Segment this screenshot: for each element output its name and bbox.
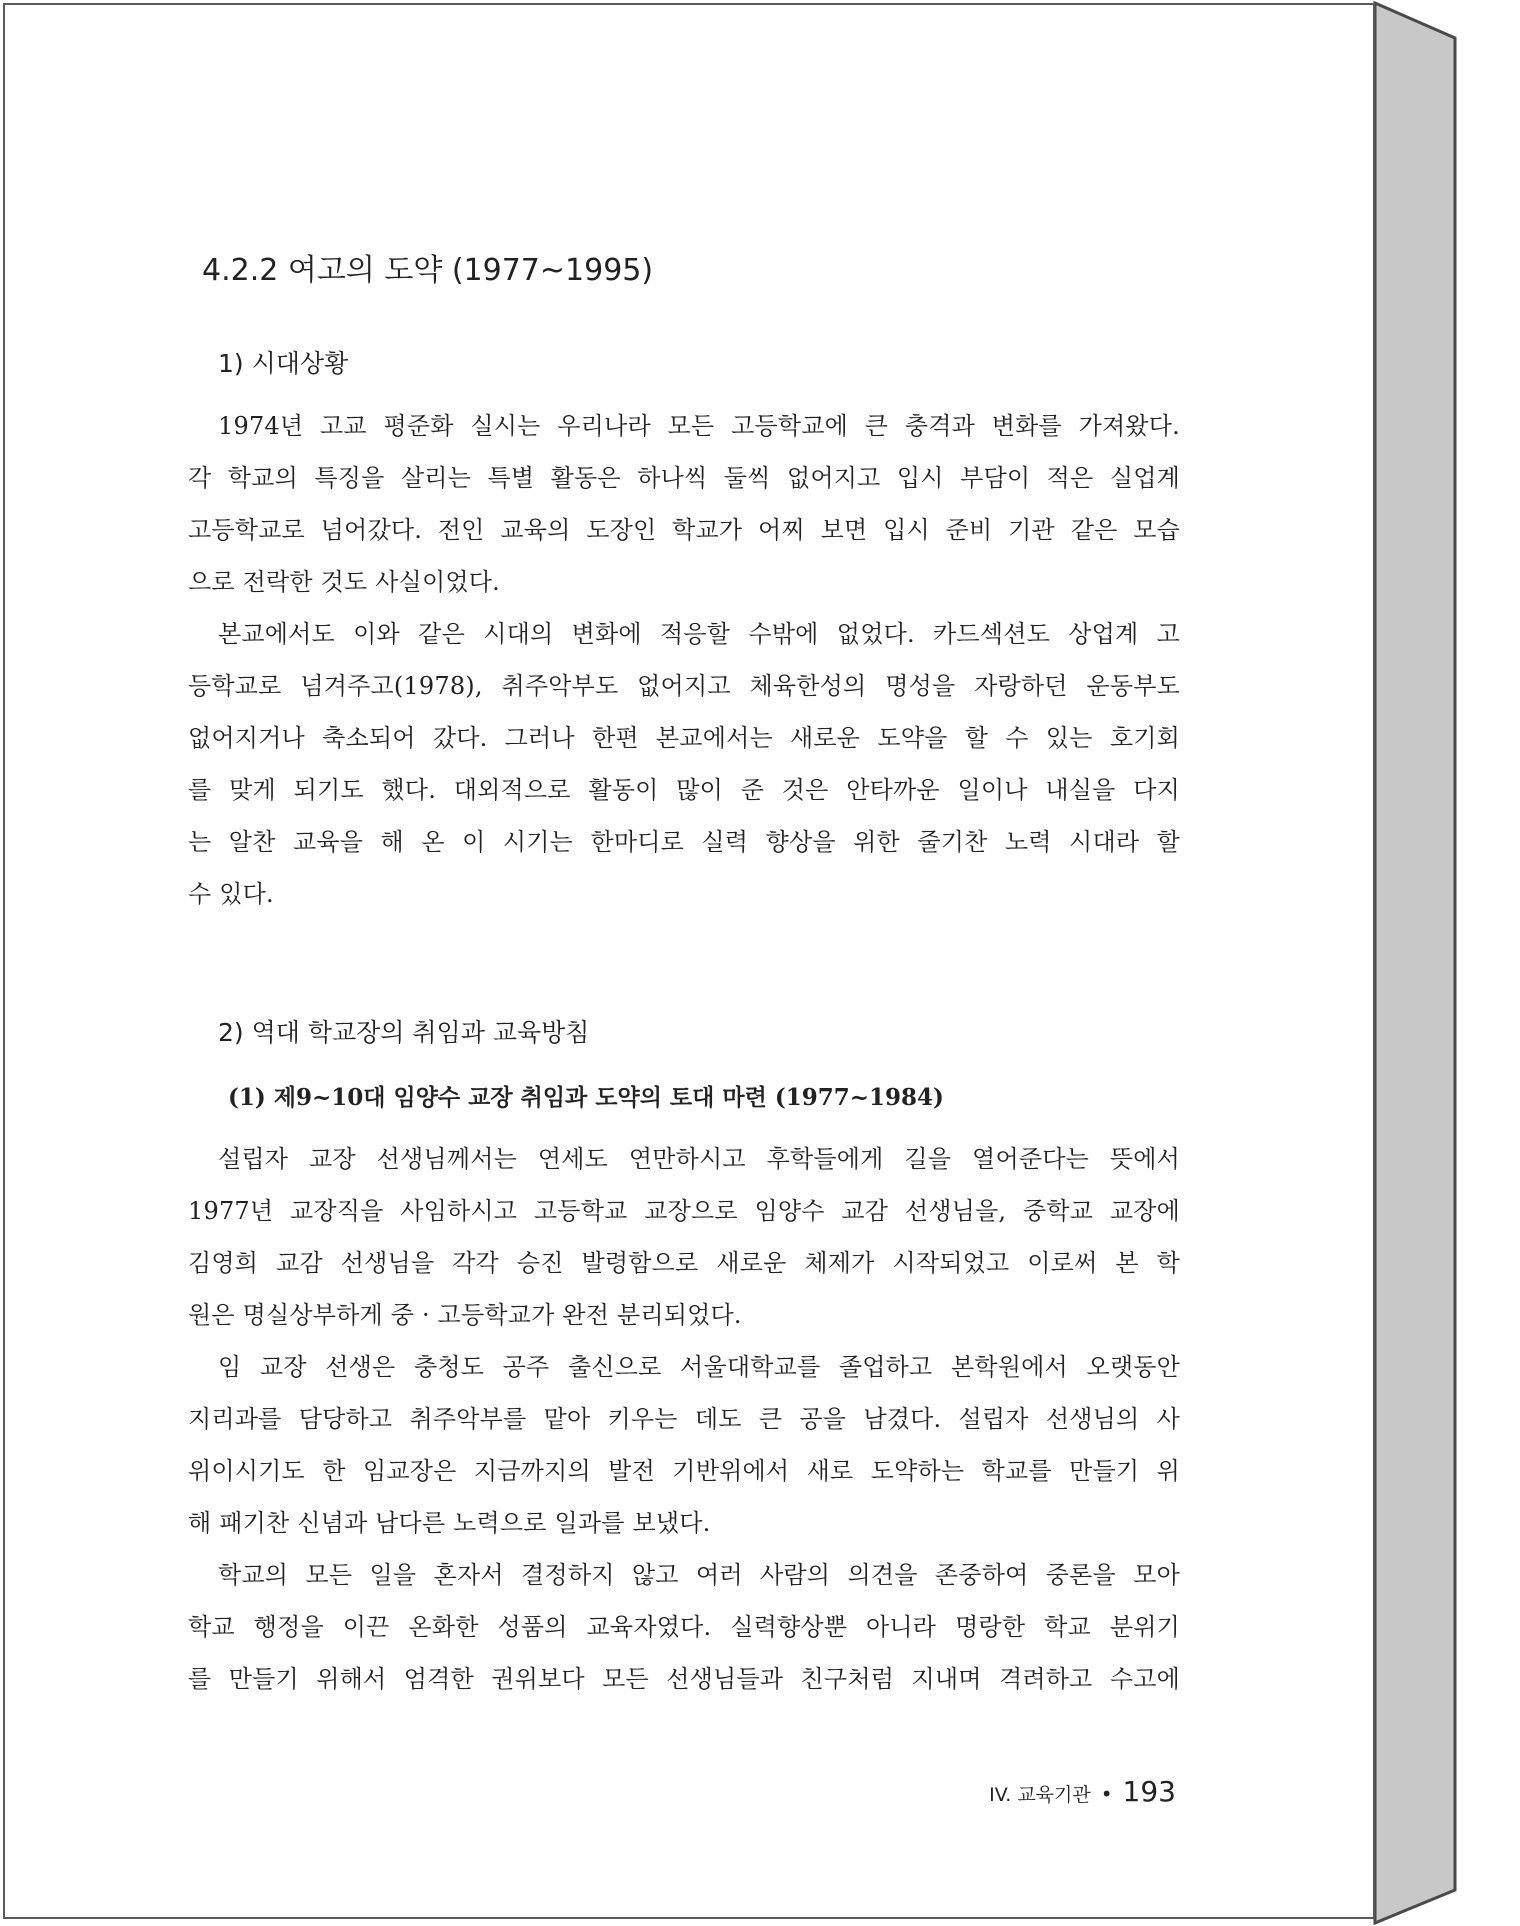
paragraph-line: 1974년 고교 평준화 실시는 우리나라 모든 고등학교에 큰 충격과 변화를 가져왔다.	[218, 412, 1180, 440]
footer-bullet-icon: •	[1100, 1782, 1113, 1806]
paragraph-line: 위이시기도 한 임교장은 지금까지의 발전 기반위에서 새로 도약하는 학교를 만들기 위	[188, 1457, 1180, 1485]
paragraph-line: 해 패기찬 신념과 남다른 노력으로 일과를 보냈다.	[188, 1509, 711, 1537]
paragraph-line: 원은 명실상부하게 중 · 고등학교가 완전 분리되었다.	[188, 1301, 742, 1329]
paragraph-line: 없어지거나 축소되어 갔다. 그러나 한편 본교에서는 새로운 도약을 할 수 있는 호기회	[188, 724, 1180, 752]
paragraph-line: 수 있다.	[188, 880, 274, 908]
page-footer	[989, 1775, 1176, 1808]
paragraph-principal-2	[188, 1341, 1180, 1549]
paragraph-line: 각 학교의 특징을 살리는 특별 활동은 하나씩 둘씩 없어지고 입시 부담이 적은 실업계	[188, 464, 1180, 492]
paragraph-line: 김영희 교감 선생님을 각각 승진 발령함으로 새로운 체제가 시작되었고 이로써 본 학	[188, 1249, 1180, 1277]
subsection-title-era: 1) 시대상황	[218, 349, 349, 378]
paragraph-line: 학교의 모든 일을 혼자서 결정하지 않고 여러 사람의 의견을 존중하여 중론을 모아	[218, 1561, 1180, 1589]
paragraph-line: 를 맞게 되기도 했다. 대외적으로 활동이 많이 준 것은 안타까운 일이나 내실을 다지	[188, 776, 1180, 804]
paragraph-line: 1977년 교장직을 사임하시고 고등학교 교장으로 임양수 교감 선생님을, 중학교 교장에	[188, 1197, 1180, 1225]
paragraph-line: 학교 행정을 이끈 온화한 성품의 교육자였다. 실력향상뿐 아니라 명랑한 학교 분위기	[188, 1613, 1180, 1641]
paragraph-line: 지리과를 담당하고 취주악부를 맡아 키우는 데도 큰 공을 남겼다. 설립자 선생님의 사	[188, 1405, 1180, 1433]
paragraph-line: 등학교로 넘겨주고(1978), 취주악부도 없어지고 체육한성의 명성을 자랑하던 운동부도	[188, 672, 1180, 700]
paragraph-line: 설립자 교장 선생님께서는 연세도 연만하시고 후학들에게 길을 열어준다는 뜻에서	[218, 1145, 1180, 1173]
paragraph-era-2	[188, 608, 1180, 920]
paragraph-line: 본교에서도 이와 같은 시대의 변화에 적응할 수밖에 없었다. 카드섹션도 상업계 고	[218, 620, 1180, 648]
paragraph-principal-3	[188, 1549, 1180, 1705]
paragraph-era-1	[188, 400, 1180, 608]
paragraph-line: 고등학교로 넘어갔다. 전인 교육의 도장인 학교가 어찌 보면 입시 준비 기관 같은 모습	[188, 516, 1180, 544]
paragraph-line: 으로 전락한 것도 사실이었다.	[188, 568, 500, 596]
paragraph-line: 임 교장 선생은 충청도 공주 출신으로 서울대학교를 졸업하고 본학원에서 오랫동안	[218, 1353, 1180, 1381]
subsection-title-principals: 2) 역대 학교장의 취임과 교육방침	[218, 1018, 590, 1047]
paragraph-line: 는 알찬 교육을 해 온 이 시기는 한마디로 실력 향상을 위한 줄기찬 노력 시대라 할	[188, 828, 1180, 856]
paragraph-line: 를 만들기 위해서 엄격한 권위보다 모든 선생님들과 친구처럼 지내며 격려하고 수고에	[188, 1665, 1180, 1693]
page-number: 193	[1122, 1775, 1176, 1808]
footer-chapter-label: IV. 교육기관	[989, 1784, 1091, 1806]
paragraph-principal-1	[188, 1133, 1180, 1341]
book-page	[3, 3, 1375, 1919]
subsubsection-title-principal-9-10: (1) 제9~10대 임양수 교장 취임과 도약의 토대 마련 (1977~1984)	[228, 1084, 944, 1111]
section-title: 4.2.2 여고의 도약 (1977~1995)	[202, 253, 654, 288]
